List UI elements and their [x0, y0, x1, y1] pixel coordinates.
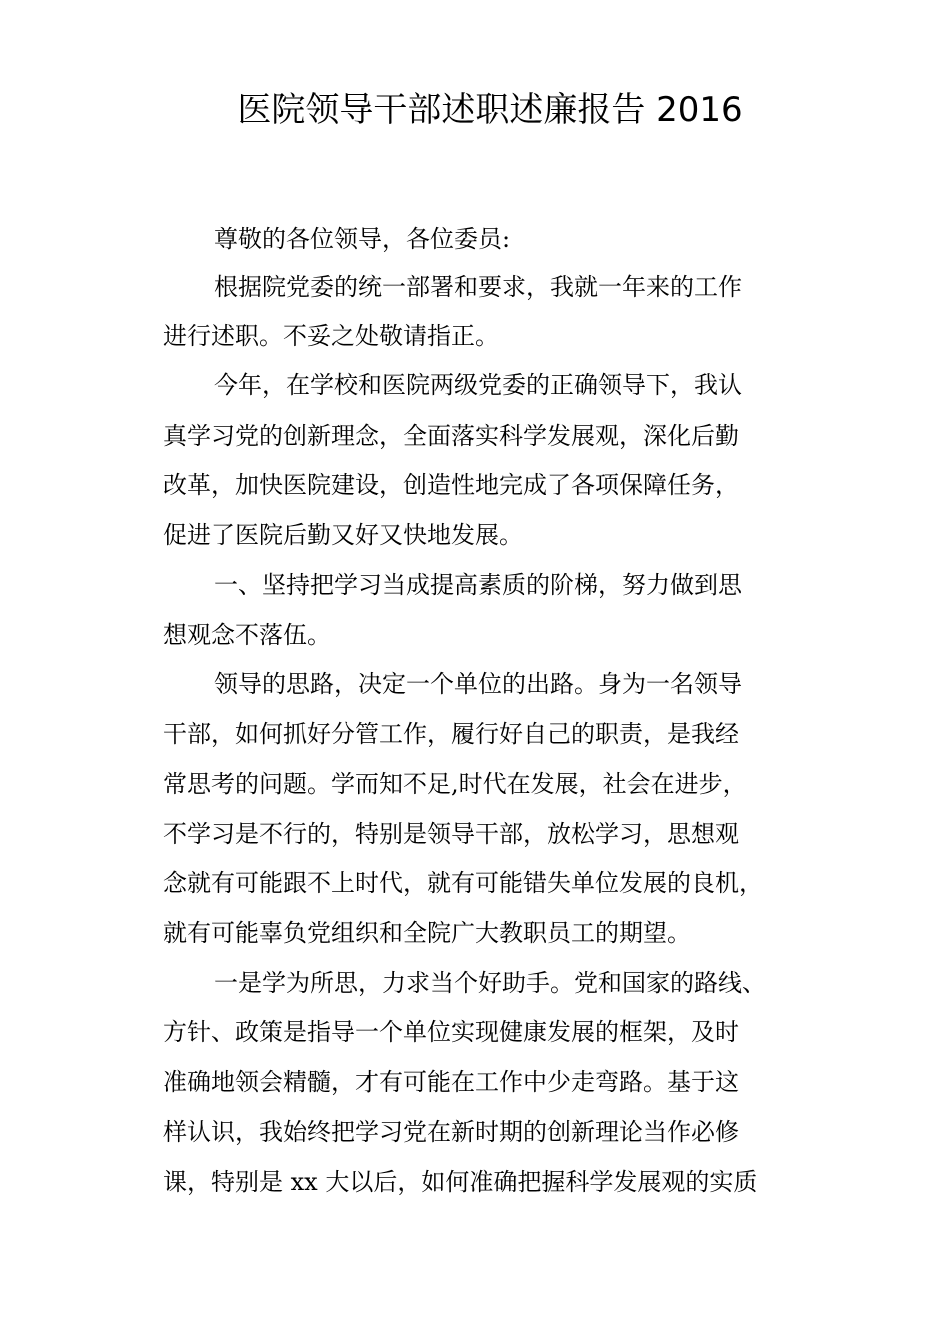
- paragraph-line: 促进了医院后勤又好又快地发展。: [163, 521, 523, 549]
- section-heading-line: 一、坚持把学习当成提高素质的阶梯，努力做到思: [214, 571, 742, 599]
- paragraph-line: 根据院党委的统一部署和要求，我就一年来的工作: [214, 273, 742, 301]
- paragraph-line: 念就有可能跟不上时代，就有可能错失单位发展的良机，: [163, 869, 763, 897]
- paragraph-line: 不学习是不行的，特别是领导干部，放松学习，思想观: [163, 820, 739, 848]
- paragraph-line: 真学习党的创新理念，全面落实科学发展观，深化后勤: [163, 422, 739, 450]
- paragraph-line: 样认识，我始终把学习党在新时期的创新理论当作必修: [163, 1118, 739, 1146]
- paragraph-line: 领导的思路，决定一个单位的出路。身为一名领导: [214, 670, 742, 698]
- paragraph-line: 一是学为所思，力求当个好助手。党和国家的路线、: [214, 969, 766, 997]
- paragraph-line: 进行述职。不妥之处敬请指正。: [163, 322, 499, 350]
- salutation-line: 尊敬的各位领导，各位委员:: [214, 225, 511, 253]
- paragraph-line: 就有可能辜负党组织和全院广大教职员工的期望。: [163, 919, 691, 947]
- paragraph-line: 方针、政策是指导一个单位实现健康发展的框架，及时: [163, 1018, 739, 1046]
- document-title: 医院领导干部述职述廉报告 2016: [237, 90, 743, 130]
- paragraph-line: 课，特别是 xx 大以后，如何准确把握科学发展观的实质: [163, 1168, 758, 1196]
- paragraph-line: 准确地领会精髓，才有可能在工作中少走弯路。基于这: [163, 1068, 739, 1096]
- paragraph-line: 干部，如何抓好分管工作，履行好自己的职责，是我经: [163, 720, 739, 748]
- paragraph-line: 常思考的问题。学而知不足,时代在发展，社会在进步，: [163, 770, 747, 798]
- paragraph-line: 改革，加快医院建设，创造性地完成了各项保障任务，: [163, 471, 739, 499]
- paragraph-line: 今年，在学校和医院两级党委的正确领导下，我认: [214, 371, 742, 399]
- section-heading-line: 想观念不落伍。: [163, 621, 331, 649]
